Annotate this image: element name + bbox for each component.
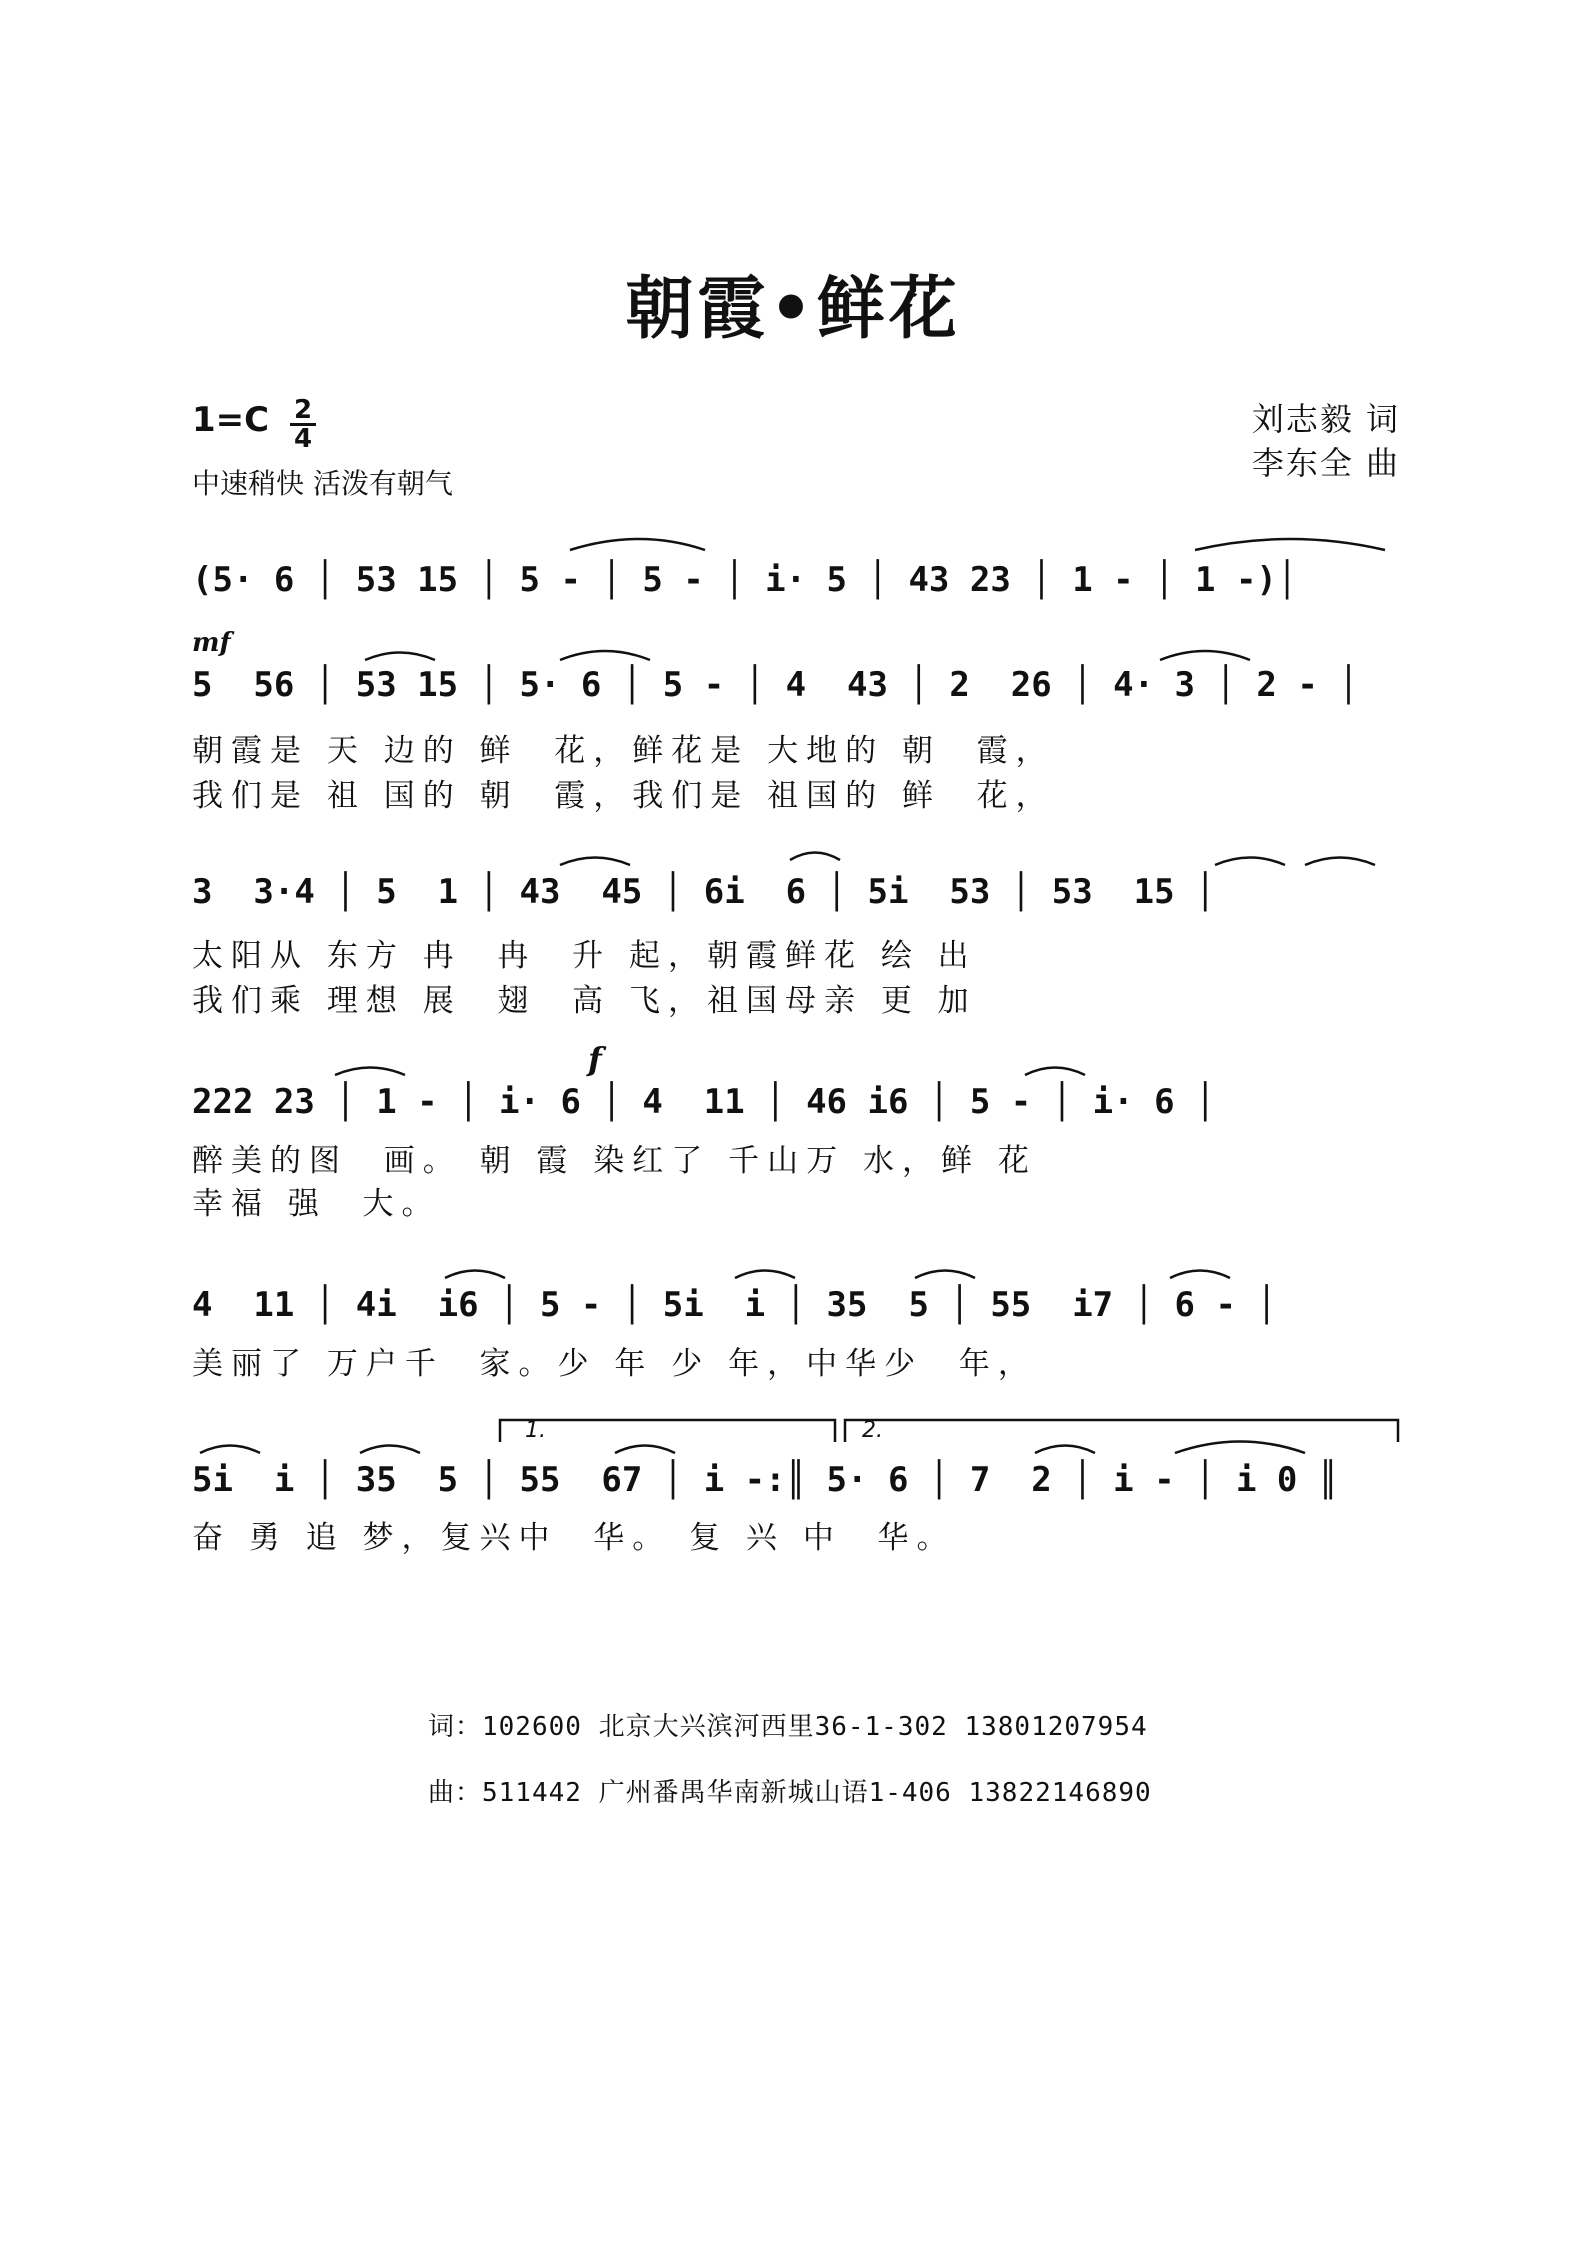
time-signature-bottom: 4 — [293, 424, 313, 454]
notation-line-2: 5 56 │ 53 15 │ 5· 6 │ 5 - │ 4 43 │ 2 26 │ 4· 3 │ 2 - │ — [192, 665, 1359, 705]
volta-bracket-first — [500, 1420, 835, 1442]
slur-mark — [1035, 1446, 1095, 1454]
lyricist-credit: 刘志毅 词 — [1251, 400, 1400, 438]
slur-mark — [1305, 858, 1375, 866]
slur-mark — [445, 1271, 505, 1279]
lyric-line-4-verse-1: 醉美的图 画。 朝 霞 染红了 千山万 水，鲜 花 — [192, 1143, 1037, 1179]
lyric-line-5: 美丽了 万户千 家。少 年 少 年，中华少 年， — [192, 1346, 1037, 1382]
footer-composer-address: 曲：511442 广州番禺华南新城山语1-406 13822146890 — [428, 1778, 1152, 1808]
lyric-line-2-verse-1: 朝霞是 天 边的 鲜 花，鲜花是 大地的 朝 霞， — [192, 733, 1055, 769]
slur-mark — [735, 1271, 795, 1279]
slur-mark — [915, 1271, 975, 1279]
slur-mark — [790, 853, 840, 861]
song-title: 朝霞•鲜花 — [625, 269, 961, 349]
slur-mark — [1175, 1442, 1305, 1454]
notation-line-5: 4 11 │ 4i i6 │ 5 - │ 5i i │ 35 5 │ 55 i7 │ 6 - │ — [192, 1285, 1277, 1325]
slur-mark — [360, 1446, 420, 1454]
slur-mark — [1025, 1068, 1085, 1076]
slur-mark — [570, 539, 705, 550]
lyric-line-3-verse-1: 太阳从 东方 冉 冉 升 起，朝霞鲜花 绘 出 — [192, 938, 977, 974]
volta-first-label: 1. — [525, 1418, 546, 1443]
slur-mark — [1195, 539, 1385, 550]
lyric-line-3-verse-2: 我们乘 理想 展 翅 高 飞，祖国母亲 更 加 — [192, 983, 977, 1019]
slur-mark — [615, 1446, 675, 1454]
volta-second-label: 2. — [862, 1418, 883, 1443]
dynamic-mf: mf — [192, 628, 231, 658]
slur-mark — [365, 653, 435, 661]
slur-mark — [1170, 1271, 1230, 1279]
slur-mark — [560, 858, 630, 866]
notation-line-1: (5· 6 │ 53 15 │ 5 - │ 5 - │ i· 5 │ 43 23 │ 1 - │ 1 -)│ — [192, 560, 1298, 600]
slur-mark — [1215, 858, 1285, 866]
key-signature: 1=C — [192, 400, 270, 440]
notation-line-3: 3 3·4 │ 5 1 │ 43 45 │ 6i 6 │ 5i 53 │ 53 15 │ — [192, 872, 1216, 912]
slur-mark — [335, 1068, 405, 1076]
slur-mark — [1160, 651, 1250, 660]
composer-credit: 李东全 曲 — [1251, 444, 1400, 482]
time-signature-top: 2 — [293, 395, 313, 425]
lyric-line-6: 奋 勇 追 梦，复兴中 华。 复 兴 中 华。 — [192, 1520, 956, 1556]
volta-bracket-second — [845, 1420, 1398, 1442]
notation-line-6: 5i i │ 35 5 │ 55 67 │ i -:║ 5· 6 │ 7 2 │ i - │ i 0 ║ — [192, 1460, 1339, 1500]
tempo-marking: 中速稍快 活泼有朝气 — [192, 467, 453, 500]
lyric-line-2-verse-2: 我们是 祖 国的 朝 霞，我们是 祖国的 鲜 花， — [192, 778, 1055, 814]
footer-lyricist-address: 词：102600 北京大兴滨河西里36-1-302 13801207954 — [428, 1712, 1148, 1742]
slur-mark — [560, 651, 650, 660]
notation-line-4: 222 23 │ 1 - │ i· 6 │ 4 11 │ 46 i6 │ 5 - │ i· 6 │ — [192, 1082, 1216, 1122]
lyric-line-4-verse-2: 幸福 强 大。 — [192, 1186, 441, 1222]
slur-mark — [200, 1446, 260, 1454]
dynamic-f: f — [588, 1040, 602, 1078]
